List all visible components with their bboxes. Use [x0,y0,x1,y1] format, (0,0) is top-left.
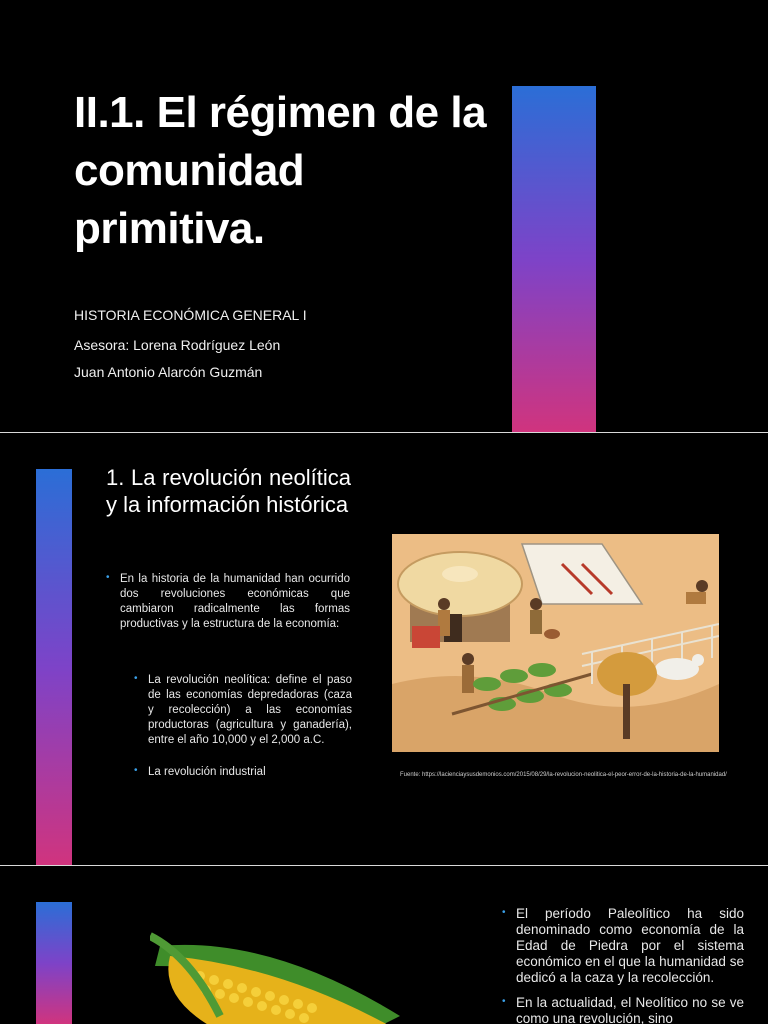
bullet-text: En la historia de la humanidad han ocurrido dos revoluciones económicas que cambiaron radicalmente las formas productivas y la estructura de la economía: [120,573,350,630]
advisor-name: Asesora: Lorena Rodríguez León [74,337,281,353]
presentation-title: II.1. El régimen de la comunidad primitiva. [74,88,487,253]
sub-bullet-text: La revolución industrial [148,766,266,778]
corn-cob-image [150,926,420,1024]
bullet-dot: • [106,572,110,583]
bullet-text: El período Paleolítico ha sido denominado como economía de la Edad de Piedra por el sistema económico en el que la humanidad se dedicó a la caza y la recolección. [516,906,744,985]
neolithic-village-illustration [392,534,719,752]
sub-bullet-dot: • [134,765,138,776]
gradient-strip-right [36,902,72,1024]
course-name: HISTORIA ECONÓMICA GENERAL I [74,307,307,323]
bullet-text: En la actualidad, el Neolítico no se ve como una revolución, sino [516,995,744,1024]
gradient-block-right [596,86,768,432]
title-slide [0,0,768,432]
gradient-strip-left [0,866,36,1024]
bullet-dot: • [502,996,506,1007]
bullet-dot: • [502,907,506,918]
author-name: Juan Antonio Alarcón Guzmán [74,364,263,380]
sub-bullet-text: La revolución neolítica: define el paso de las economías depredadoras (caza y recolección) a las economías productoras (agricultura y ganadería), entre el año 10,000 y el 2,000 a.C. [148,674,352,746]
section-title: 1. La revolución neolítica y la información histórica [106,465,351,517]
gradient-strip-right [36,469,72,865]
gradient-strip-left [0,433,36,865]
sub-bullet-dot: • [134,673,138,684]
image-source-caption: Fuente: https://lacienciaysusdemonios.com/2015/08/29/la-revolucion-neolitica-el-peor-error-de-la-historia-de-la-humanidad/ [400,772,727,778]
gradient-block-left [512,86,596,432]
